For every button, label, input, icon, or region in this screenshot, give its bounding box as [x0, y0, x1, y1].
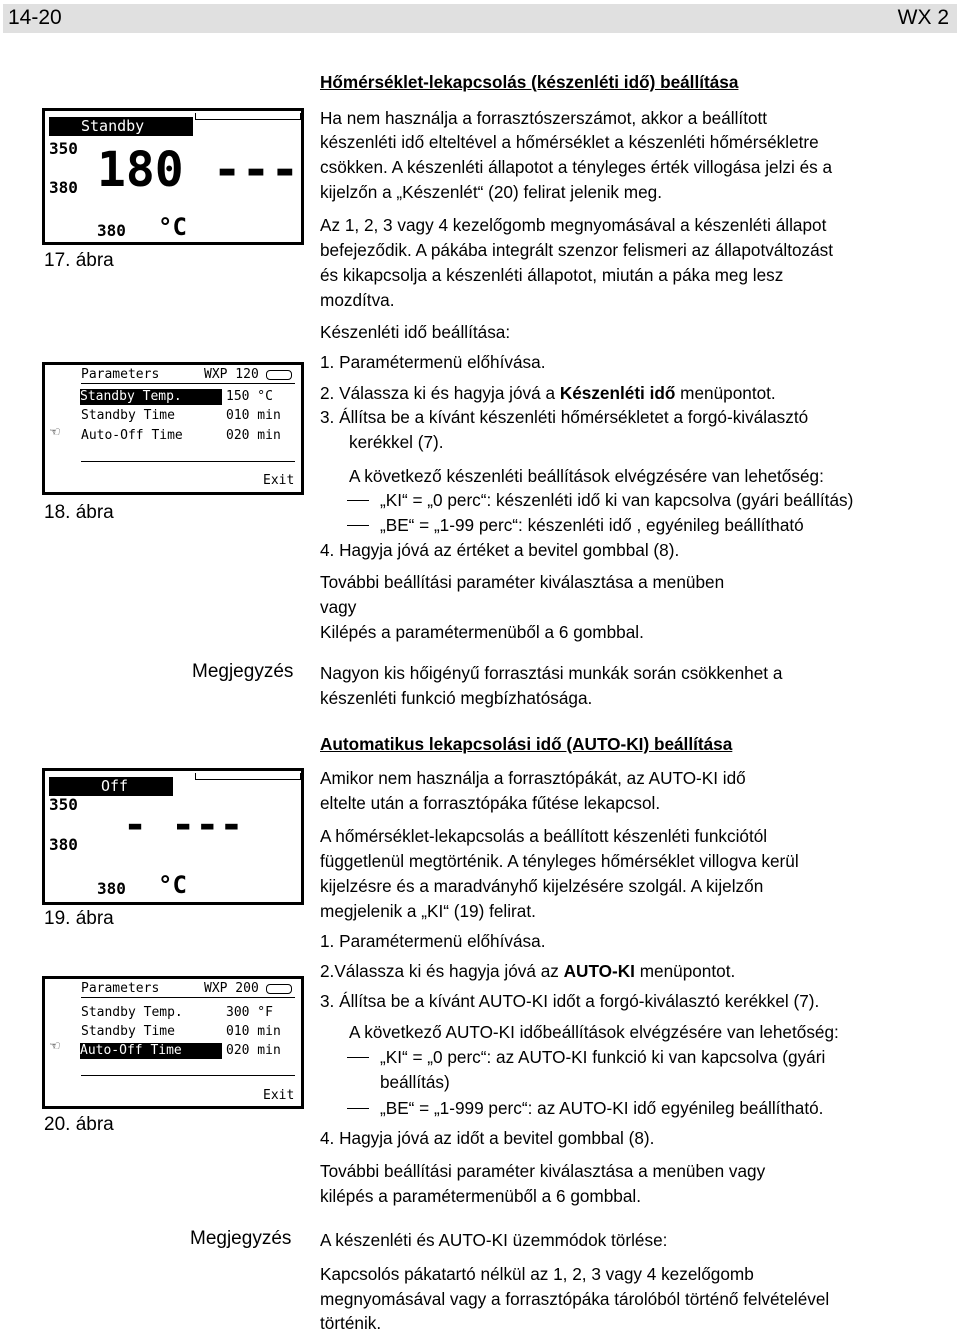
section2-heading: Automatikus lekapcsolási idő (AUTO-KI) beállítása [320, 734, 733, 754]
menu-row-2-value: 010 min [226, 1024, 281, 1039]
section2-option2: „BE“ = „1-999 perc“: az AUTO-KI idő egyénileg beállítható. [380, 1098, 824, 1118]
menu-row-3-value: 020 min [226, 1043, 281, 1058]
section1-setting-title: Készenléti idő beállítása: [320, 322, 511, 342]
unit-celsius: °C [158, 871, 187, 899]
section2-option1-line1: „KI“ = „0 perc“: az AUTO-KI funkció ki van kapcsolva (gyári [380, 1047, 826, 1067]
page-header [3, 4, 957, 33]
bottom-temp: 380 [97, 221, 126, 240]
menu-row-1-value: 150 °C [226, 389, 273, 404]
off-banner: Off [49, 777, 173, 796]
figure-18-display [42, 362, 304, 495]
figure-19-caption: 19. ábra [44, 908, 114, 929]
section2-step2 [320, 959, 735, 984]
actual-temp-value: - --- [123, 802, 244, 848]
bullet-dash [347, 500, 369, 501]
tool-icon [266, 984, 292, 994]
device-name: WXP 200 [204, 981, 259, 996]
section1-note-line1: Nagyon kis hőigényű forrasztási munkák során csökkenhet a [320, 663, 783, 683]
actual-temp-value: 180 --- [97, 142, 300, 198]
figure-20-display [42, 976, 304, 1109]
figure-20-caption: 20. ábra [44, 1114, 114, 1135]
bullet-dash [347, 1108, 369, 1109]
section1-p1-line3: csökken. A készenléti állapotot a tényleges érték villogása jelzi és a [320, 157, 833, 177]
step2-text-c: menüpontot. [634, 961, 736, 981]
exit-label[interactable]: Exit [263, 473, 295, 488]
section2-note-line3: megnyomásával vagy a forrasztópáka tárolóból történő felvételével [320, 1289, 830, 1309]
section2-note-line2: Kapcsolós pákatartó nélkül az 1, 2, 3 vagy 4 kezelőgomb [320, 1264, 754, 1284]
figure-18-caption: 18. ábra [44, 502, 114, 523]
section1-option2: „BE“ = „1-99 perc“: készenléti idő , egyénileg beállítható [380, 515, 804, 535]
section1-step3-line2: kerékkel (7). [349, 432, 444, 452]
menu-row-1-value: 300 °F [226, 1005, 273, 1020]
standby-banner: Standby [49, 117, 193, 136]
display-segments [195, 773, 301, 780]
section1-p1-line4: kijelzőn a „Készenlét“ (20) felirat jelenik meg. [320, 182, 662, 202]
section1-step2 [320, 381, 776, 406]
section2-options-intro: A következő AUTO-KI időbeállítások elvégzésére van lehetőség: [349, 1022, 839, 1042]
section1-note-line2: készenléti funkció megbízhatósága. [320, 688, 593, 708]
note-label-1: Megjegyzés [192, 661, 294, 682]
hand-icon: ☜ [50, 1036, 60, 1055]
menu-row-3-label[interactable]: Auto-Off Time [81, 428, 183, 443]
menu-divider [81, 383, 295, 384]
section1-further2: vagy [320, 597, 357, 617]
section1-option1: „KI“ = „0 perc“: készenléti idő ki van kapcsolva (gyári beállítás) [380, 490, 854, 510]
section1-p2-line4: mozdítva. [320, 290, 395, 310]
section2-further1: További beállítási paraméter kiválasztása a menüben vagy [320, 1161, 766, 1181]
page-number: 14-20 [8, 6, 62, 29]
section2-step4: 4. Hagyja jóvá az időt a bevitel gombbal (8). [320, 1128, 655, 1148]
section2-note-line4: történik. [320, 1313, 382, 1333]
menu-bottom-divider [81, 461, 295, 462]
section2-step3: 3. Állítsa be a kívánt AUTO-KI időt a forgó-kiválasztó kerékkel (7). [320, 991, 820, 1011]
note-label-2: Megjegyzés [190, 1228, 292, 1249]
section2-p1-line1: Amikor nem használja a forrasztópákát, az AUTO-KI idő [320, 768, 746, 788]
menu-row-2-label[interactable]: Standby Time [81, 1024, 175, 1039]
step2-menu-item: AUTO-KI [563, 961, 635, 981]
figure-19-display [42, 768, 304, 905]
section1-further1: További beállítási paraméter kiválasztása a menüben [320, 572, 725, 592]
section1-further3: Kilépés a paramétermenüből a 6 gombbal. [320, 622, 644, 642]
set-temp-mid: 380 [49, 835, 78, 854]
section2-note-line1: A készenléti és AUTO-KI üzemmódok törlése: [320, 1230, 668, 1250]
section2-step1: 1. Paramétermenü előhívása. [320, 931, 546, 951]
section1-p1-line1: Ha nem használja a forrasztószerszámot, akkor a beállított [320, 108, 768, 128]
display-segments [195, 113, 301, 120]
exit-label[interactable]: Exit [263, 1088, 295, 1103]
section1-p2-line3: és kikapcsolja a készenléti állapotot, miután a páka meg lesz [320, 265, 784, 285]
step2-text-a: 2.Válassza ki és hagyja jóvá az [320, 961, 564, 981]
section2-p1-line2: eltelte után a forrasztópáka fűtése lekapcsol. [320, 793, 661, 813]
section2-p2-line4: megjelenik a „KI“ (19) felirat. [320, 901, 536, 921]
bullet-dash [347, 525, 369, 526]
step2-text-c: menüpontot. [675, 383, 776, 403]
section1-step4: 4. Hagyja jóvá az értéket a bevitel gombbal (8). [320, 540, 680, 560]
document-title: WX 2 [897, 6, 949, 29]
section1-p2-line1: Az 1, 2, 3 vagy 4 kezelőgomb megnyomásával a készenléti állapot [320, 215, 827, 235]
section1-step1: 1. Paramétermenü előhívása. [320, 352, 546, 372]
menu-bottom-divider [81, 1075, 295, 1076]
menu-title: Parameters [81, 981, 160, 996]
menu-row-3-value: 020 min [226, 428, 281, 443]
menu-row-2-value: 010 min [226, 408, 281, 423]
set-temp-top: 350 [49, 795, 78, 814]
device-name: WXP 120 [204, 367, 259, 382]
menu-divider [81, 997, 295, 998]
bottom-temp: 380 [97, 879, 126, 898]
unit-celsius: °C [158, 213, 187, 241]
set-temp-mid: 380 [49, 178, 78, 197]
section1-heading: Hőmérséklet-lekapcsolás (készenléti idő) beállítása [320, 72, 739, 92]
section1-p1-line2: készenléti idő elteltével a hőmérséklet a készenléti hőmérsékletre [320, 132, 819, 152]
section2-p2-line2: függetlenül megtörténik. A tényleges hőmérséklet villogva kerül [320, 851, 799, 871]
step2-text-a: 2. Válassza ki és hagyja jóvá a [320, 383, 560, 403]
menu-title: Parameters [81, 367, 160, 382]
menu-row-2-label[interactable]: Standby Time [81, 408, 175, 423]
section2-p2-line1: A hőmérséklet-lekapcsolás a beállított készenléti funkciótól [320, 826, 768, 846]
tool-icon [266, 370, 292, 380]
step2-menu-item: Készenléti idő [559, 383, 676, 403]
set-temp-top: 350 [49, 139, 78, 158]
section2-further2: kilépés a paramétermenüből a 6 gombbal. [320, 1186, 642, 1206]
section1-p2-line2: befejeződik. A pákába integrált szenzor felismeri az állapotváltozást [320, 240, 834, 260]
menu-row-1-label[interactable]: Standby Temp. [81, 1005, 183, 1020]
section1-step3-line1: 3. Állítsa be a kívánt készenléti hőmérsékletet a forgó-kiválasztó [320, 407, 809, 427]
section2-p2-line3: kijelzésre és a maradványhő kijelzésére szolgál. A kijelzőn [320, 876, 764, 896]
menu-row-3-label[interactable]: Auto-Off Time [80, 1043, 222, 1059]
bullet-dash [347, 1057, 369, 1058]
section2-option1-line2: beállítás) [380, 1072, 450, 1092]
figure-17-display [42, 108, 304, 245]
hand-icon: ☜ [50, 422, 60, 441]
menu-row-1-label[interactable]: Standby Temp. [80, 389, 222, 405]
figure-17-caption: 17. ábra [44, 250, 114, 271]
section1-options-intro: A következő készenléti beállítások elvégzésére van lehetőség: [349, 466, 824, 486]
